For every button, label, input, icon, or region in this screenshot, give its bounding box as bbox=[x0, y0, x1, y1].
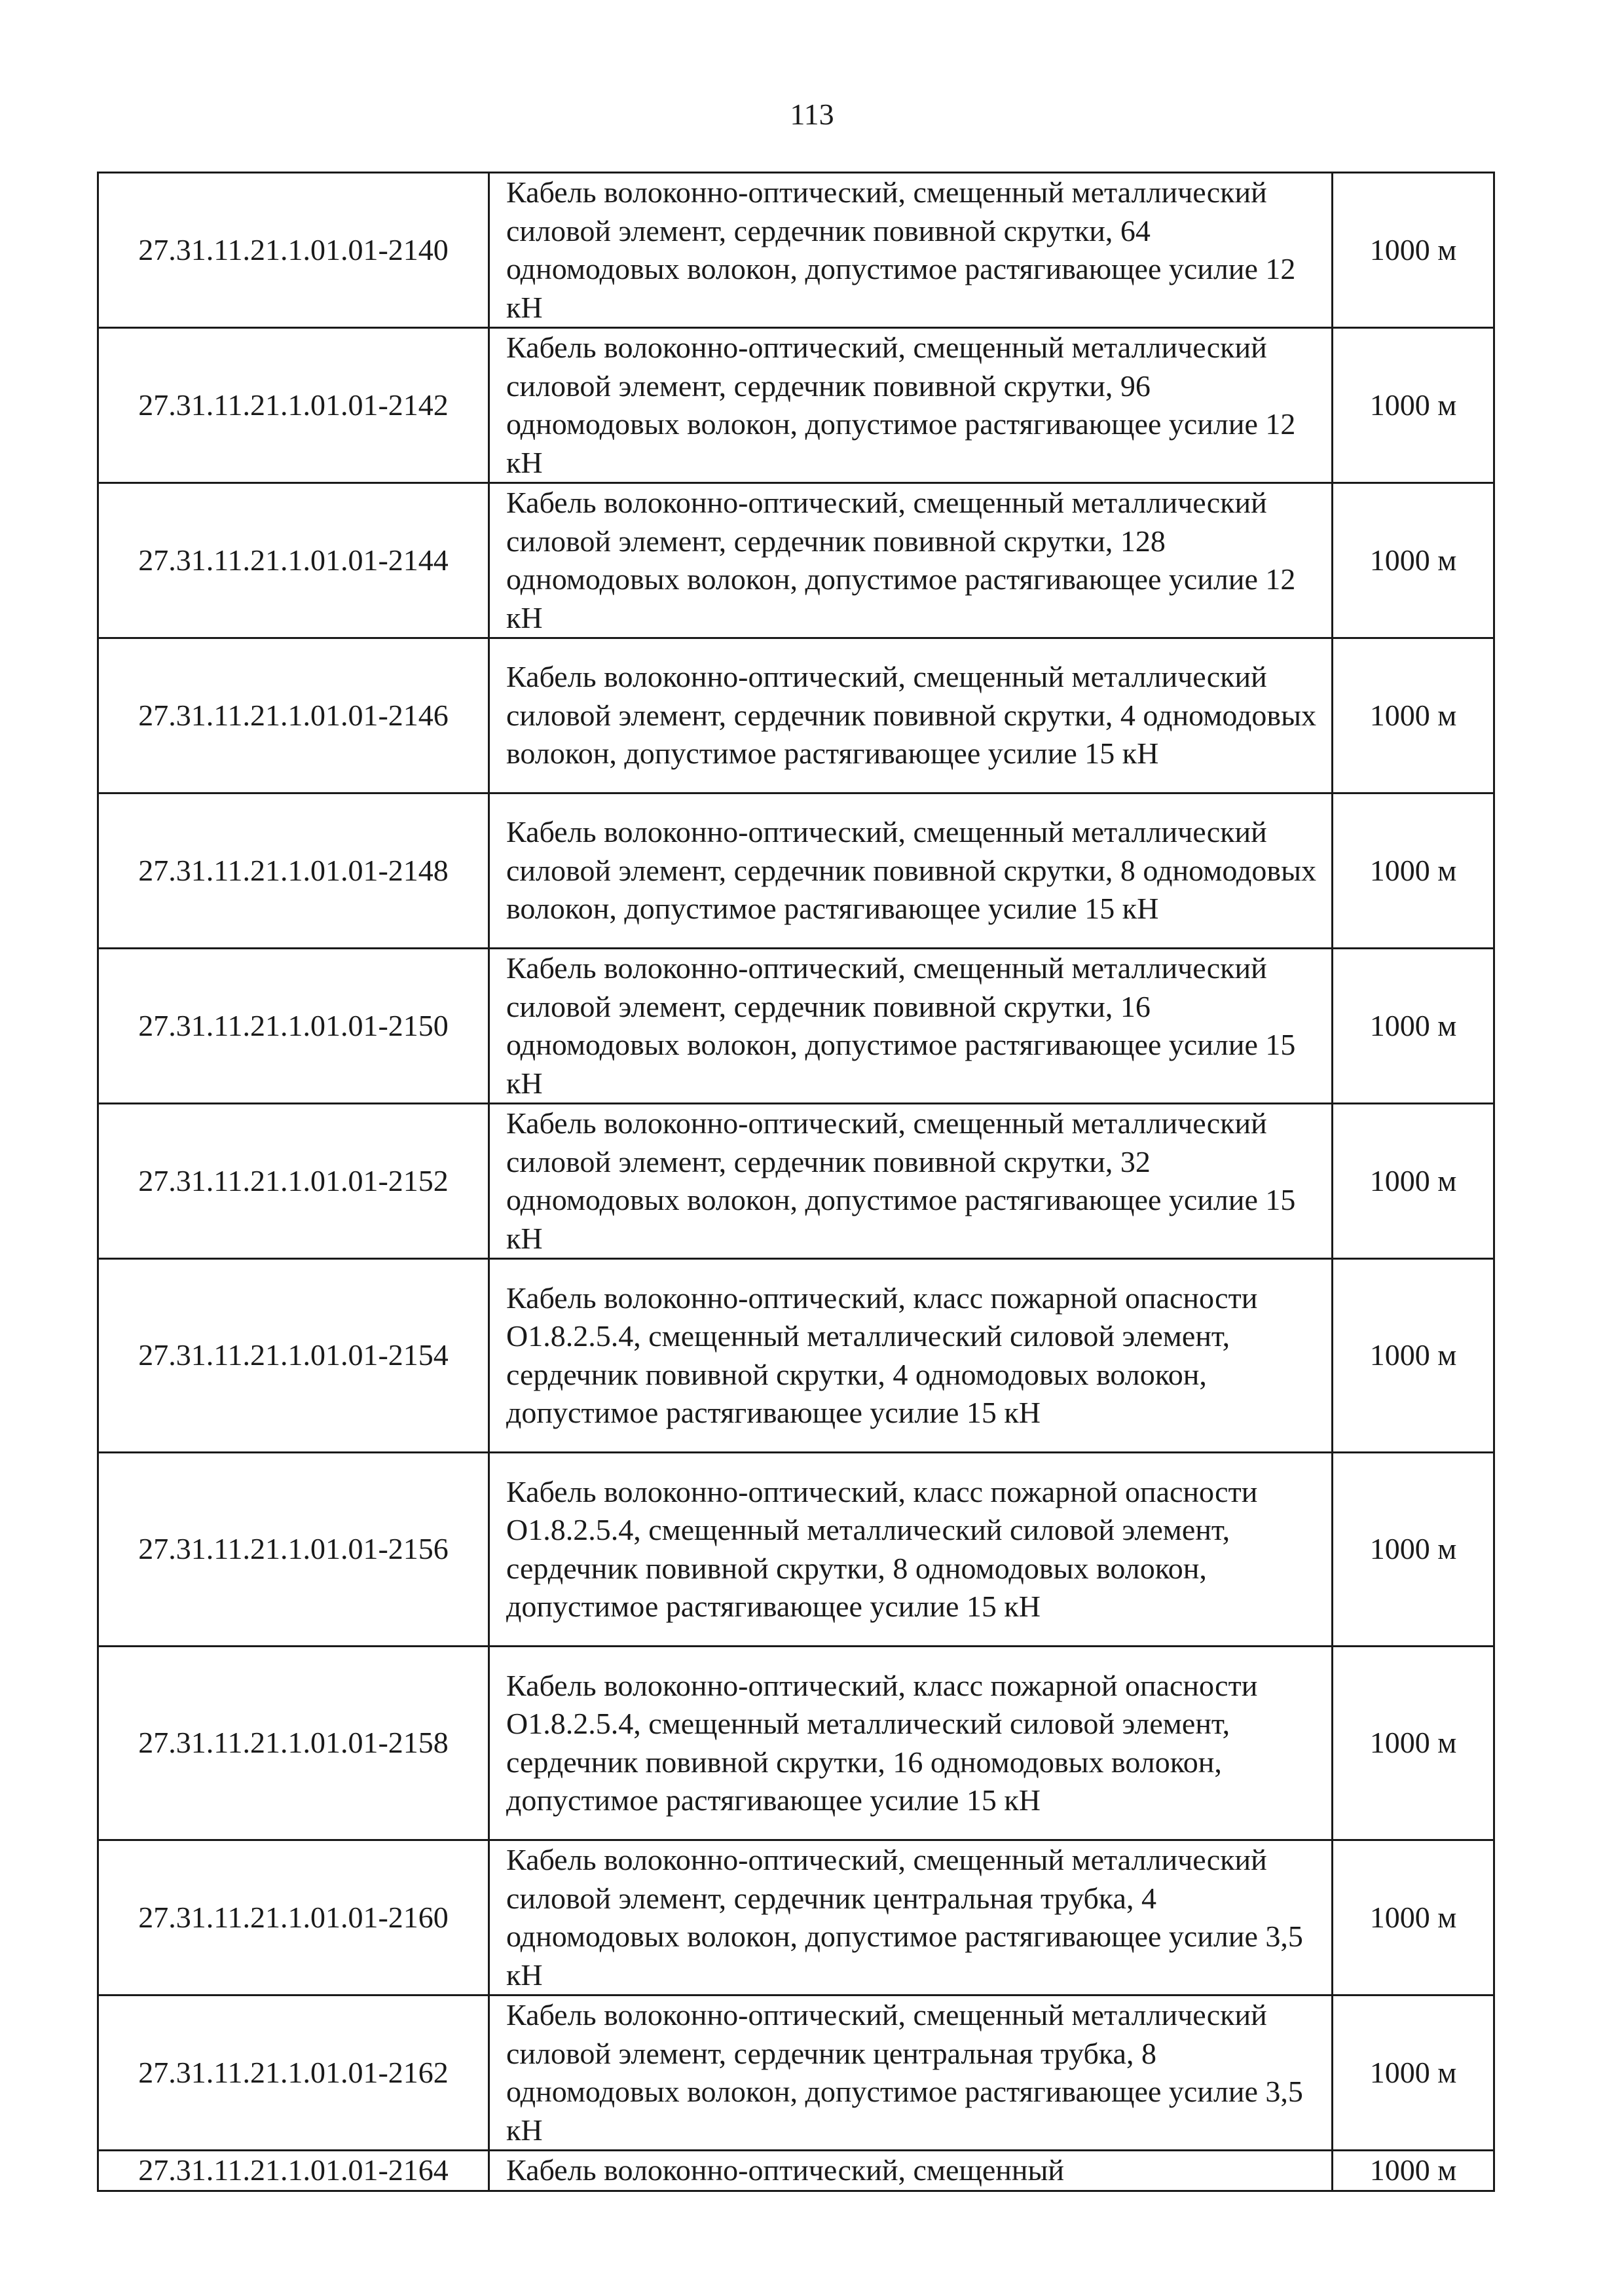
resource-code: 27.31.11.21.1.01.01-2150 bbox=[98, 949, 489, 1104]
measurement-unit: 1000 м bbox=[1333, 2151, 1494, 2191]
table-row bbox=[98, 1259, 1494, 1453]
resource-code: 27.31.11.21.1.01.01-2160 bbox=[98, 1840, 489, 1995]
measurement-unit: 1000 м bbox=[1333, 1104, 1494, 1259]
table-row bbox=[98, 1647, 1494, 1840]
table-row bbox=[98, 483, 1494, 638]
measurement-unit: 1000 м bbox=[1333, 1647, 1494, 1840]
resource-description: Кабель волоконно-оптический, смещенный металлический силовой элемент, сердечник центральная трубка, 4 одномодовых волокон, допустимое растягивающее усилие 3,5 кН bbox=[489, 1840, 1333, 1995]
resource-code: 27.31.11.21.1.01.01-2164 bbox=[98, 2151, 489, 2191]
table-row bbox=[98, 949, 1494, 1104]
resource-description: Кабель волоконно-оптический, смещенный металлический силовой элемент, сердечник повивной скрутки, 96 одномодовых волокон, допустимое растягивающее усилие 12 кН bbox=[489, 328, 1333, 483]
resource-code: 27.31.11.21.1.01.01-2154 bbox=[98, 1259, 489, 1453]
measurement-unit: 1000 м bbox=[1333, 1453, 1494, 1647]
table-row bbox=[98, 638, 1494, 793]
measurement-unit: 1000 м bbox=[1333, 1840, 1494, 1995]
resource-code: 27.31.11.21.1.01.01-2152 bbox=[98, 1104, 489, 1259]
resource-code: 27.31.11.21.1.01.01-2162 bbox=[98, 1995, 489, 2151]
measurement-unit: 1000 м bbox=[1333, 793, 1494, 949]
resource-code: 27.31.11.21.1.01.01-2144 bbox=[98, 483, 489, 638]
table-row bbox=[98, 1104, 1494, 1259]
resource-code: 27.31.11.21.1.01.01-2148 bbox=[98, 793, 489, 949]
resource-description: Кабель волоконно-оптический, смещенный металлический силовой элемент, сердечник повивной скрутки, 16 одномодовых волокон, допустимое растягивающее усилие 15 кН bbox=[489, 949, 1333, 1104]
resource-description: Кабель волоконно-оптический, класс пожарной опасности О1.8.2.5.4, смещенный металлический силовой элемент, сердечник повивной скрутки, 8 одномодовых волокон, допустимое растягивающее усилие 15 кН bbox=[489, 1453, 1333, 1647]
table-row bbox=[98, 793, 1494, 949]
measurement-unit: 1000 м bbox=[1333, 1259, 1494, 1453]
resource-description: Кабель волоконно-оптический, класс пожарной опасности О1.8.2.5.4, смещенный металлический силовой элемент, сердечник повивной скрутки, 4 одномодовых волокон, допустимое растягивающее усилие 15 кН bbox=[489, 1259, 1333, 1453]
measurement-unit: 1000 м bbox=[1333, 483, 1494, 638]
measurement-unit: 1000 м bbox=[1333, 638, 1494, 793]
resource-code: 27.31.11.21.1.01.01-2142 bbox=[98, 328, 489, 483]
resource-description: Кабель волоконно-оптический, смещенный металлический силовой элемент, сердечник повивной скрутки, 32 одномодовых волокон, допустимое растягивающее усилие 15 кН bbox=[489, 1104, 1333, 1259]
table-row bbox=[98, 1453, 1494, 1647]
resource-code: 27.31.11.21.1.01.01-2158 bbox=[98, 1647, 489, 1840]
resource-description: Кабель волоконно-оптический, смещенный металлический силовой элемент, сердечник повивной скрутки, 4 одномодовых волокон, допустимое растягивающее усилие 15 кН bbox=[489, 638, 1333, 793]
resource-description: Кабель волоконно-оптический, смещенный металлический силовой элемент, сердечник повивной скрутки, 128 одномодовых волокон, допустимое растягивающее усилие 12 кН bbox=[489, 483, 1333, 638]
table-row bbox=[98, 173, 1494, 328]
page-number: 113 bbox=[790, 98, 834, 131]
resource-description: Кабель волоконно-оптический, смещенный bbox=[489, 2151, 1333, 2191]
table-row bbox=[98, 328, 1494, 483]
resource-code: 27.31.11.21.1.01.01-2156 bbox=[98, 1453, 489, 1647]
resource-description: Кабель волоконно-оптический, смещенный металлический силовой элемент, сердечник повивной скрутки, 8 одномодовых волокон, допустимое растягивающее усилие 15 кН bbox=[489, 793, 1333, 949]
table-row bbox=[98, 2151, 1494, 2191]
resource-code: 27.31.11.21.1.01.01-2140 bbox=[98, 173, 489, 328]
measurement-unit: 1000 м bbox=[1333, 949, 1494, 1104]
resource-table bbox=[97, 172, 1495, 2192]
measurement-unit: 1000 м bbox=[1333, 328, 1494, 483]
table-row bbox=[98, 1995, 1494, 2151]
resource-description: Кабель волоконно-оптический, смещенный металлический силовой элемент, сердечник центральная трубка, 8 одномодовых волокон, допустимое растягивающее усилие 3,5 кН bbox=[489, 1995, 1333, 2151]
measurement-unit: 1000 м bbox=[1333, 173, 1494, 328]
measurement-unit: 1000 м bbox=[1333, 1995, 1494, 2151]
resource-description: Кабель волоконно-оптический, смещенный металлический силовой элемент, сердечник повивной скрутки, 64 одномодовых волокон, допустимое растягивающее усилие 12 кН bbox=[489, 173, 1333, 328]
resource-description: Кабель волоконно-оптический, класс пожарной опасности О1.8.2.5.4, смещенный металлический силовой элемент, сердечник повивной скрутки, 16 одномодовых волокон, допустимое растягивающее усилие 15 кН bbox=[489, 1647, 1333, 1840]
table-row bbox=[98, 1840, 1494, 1995]
resource-code: 27.31.11.21.1.01.01-2146 bbox=[98, 638, 489, 793]
